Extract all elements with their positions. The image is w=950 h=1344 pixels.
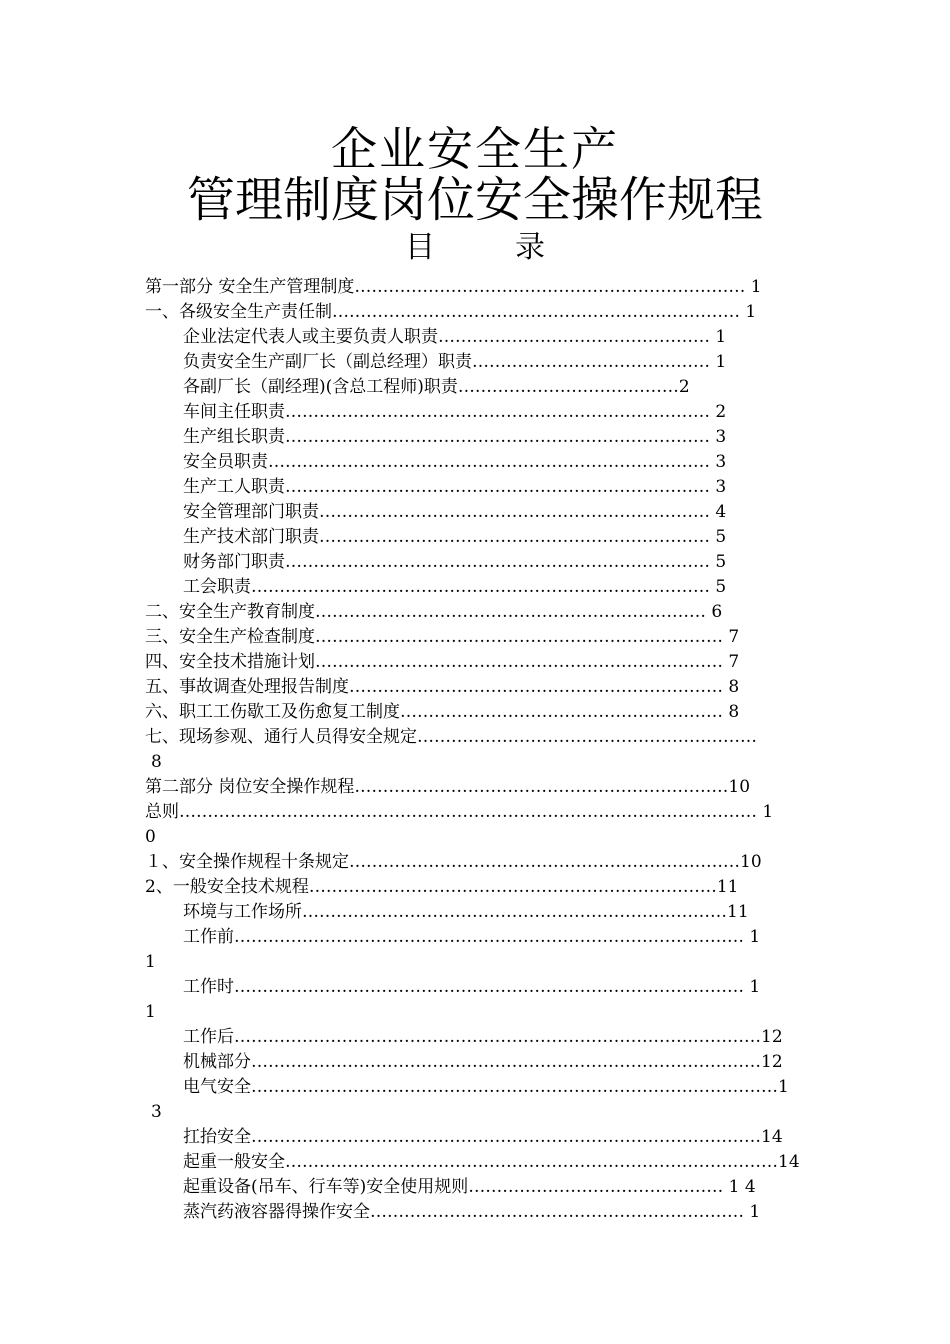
- toc-entry: 1: [145, 952, 156, 972]
- toc-entry: 三、安全生产检查制度……………………………………………………………… 7: [145, 627, 740, 647]
- toc-entry: 工会职责……………………………………………………………………… 5: [183, 577, 727, 597]
- toc-entry: 8: [151, 752, 162, 772]
- toc-entry: 2、一般安全技术规程………………………………………………………………11: [145, 877, 739, 897]
- toc-entry: １、安全操作规程十条规定……………………………………………………………10: [145, 852, 762, 872]
- toc-entry: 蒸汽药液容器得操作安全………………………………………………………… 1: [183, 1202, 761, 1222]
- toc-entry: 六、职工工伤歇工及伤愈复工制度………………………………………………… 8: [145, 702, 740, 722]
- toc-entry: 负责安全生产副厂长（副总经理）职责…………………………………… 1: [183, 352, 727, 372]
- toc-entry: 电气安全…………………………………………………………………………………1: [183, 1077, 789, 1097]
- toc-entry: 五、事故调查处理报告制度………………………………………………………… 8: [145, 677, 740, 697]
- toc-entry: 生产组长职责………………………………………………………………… 3: [183, 427, 727, 447]
- toc-entry: 总则………………………………………………………………………………………… 1: [145, 802, 774, 822]
- toc-entry: 生产工人职责………………………………………………………………… 3: [183, 477, 727, 497]
- toc-entry: 财务部门职责………………………………………………………………… 5: [183, 552, 727, 572]
- toc-entry: 第一部分 安全生产管理制度…………………………………………………………… 1: [145, 277, 762, 297]
- toc-entry: 生产技术部门职责…………………………………………………………… 5: [183, 527, 727, 547]
- toc-heading: 目录: [405, 230, 625, 265]
- toc-entry: 起重一般安全……………………………………………………………………………14: [183, 1152, 800, 1172]
- toc-entry: 1: [145, 1002, 156, 1022]
- toc-entry: 一、各级安全生产责任制……………………………………………………………… 1: [145, 302, 757, 322]
- toc-entry: 各副厂长（副经理)(含总工程师)职责…………………………………2: [183, 377, 690, 397]
- table-of-contents: [145, 275, 845, 1225]
- toc-entry: 安全管理部门职责…………………………………………………………… 4: [183, 502, 727, 522]
- toc-entry: 企业法定代表人或主要负责人职责………………………………………… 1: [183, 327, 727, 347]
- toc-entry: 机械部分………………………………………………………………………………12: [183, 1052, 783, 1072]
- toc-entry: 扛抬安全………………………………………………………………………………14: [183, 1127, 783, 1147]
- toc-entry: 起重设备(吊车、行车等)安全使用规则……………………………………… 1 4: [183, 1177, 756, 1197]
- toc-entry: 环境与工作场所…………………………………………………………………11: [183, 902, 749, 922]
- toc-entry: 工作时……………………………………………………………………………… 1: [183, 977, 761, 997]
- document-title-line2: 管理制度岗位安全操作规程: [186, 172, 763, 228]
- document-title-line1: 企业安全生产: [331, 122, 619, 176]
- toc-entry: 0: [145, 827, 156, 847]
- toc-entry: 四、安全技术措施计划……………………………………………………………… 7: [145, 652, 740, 672]
- toc-entry: 工作前……………………………………………………………………………… 1: [183, 927, 761, 947]
- toc-entry: 安全员职责…………………………………………………………………… 3: [183, 452, 727, 472]
- toc-entry: 工作后…………………………………………………………………………………12: [183, 1027, 783, 1047]
- toc-entry: 七、现场参观、通行人员得安全规定……………………………………………………: [145, 727, 757, 747]
- toc-entry: 车间主任职责………………………………………………………………… 2: [183, 402, 727, 422]
- toc-entry: 二、安全生产教育制度…………………………………………………………… 6: [145, 602, 723, 622]
- toc-entry: 第二部分 岗位安全操作规程…………………………………………………………10: [145, 777, 751, 797]
- toc-entry: 3: [151, 1102, 162, 1122]
